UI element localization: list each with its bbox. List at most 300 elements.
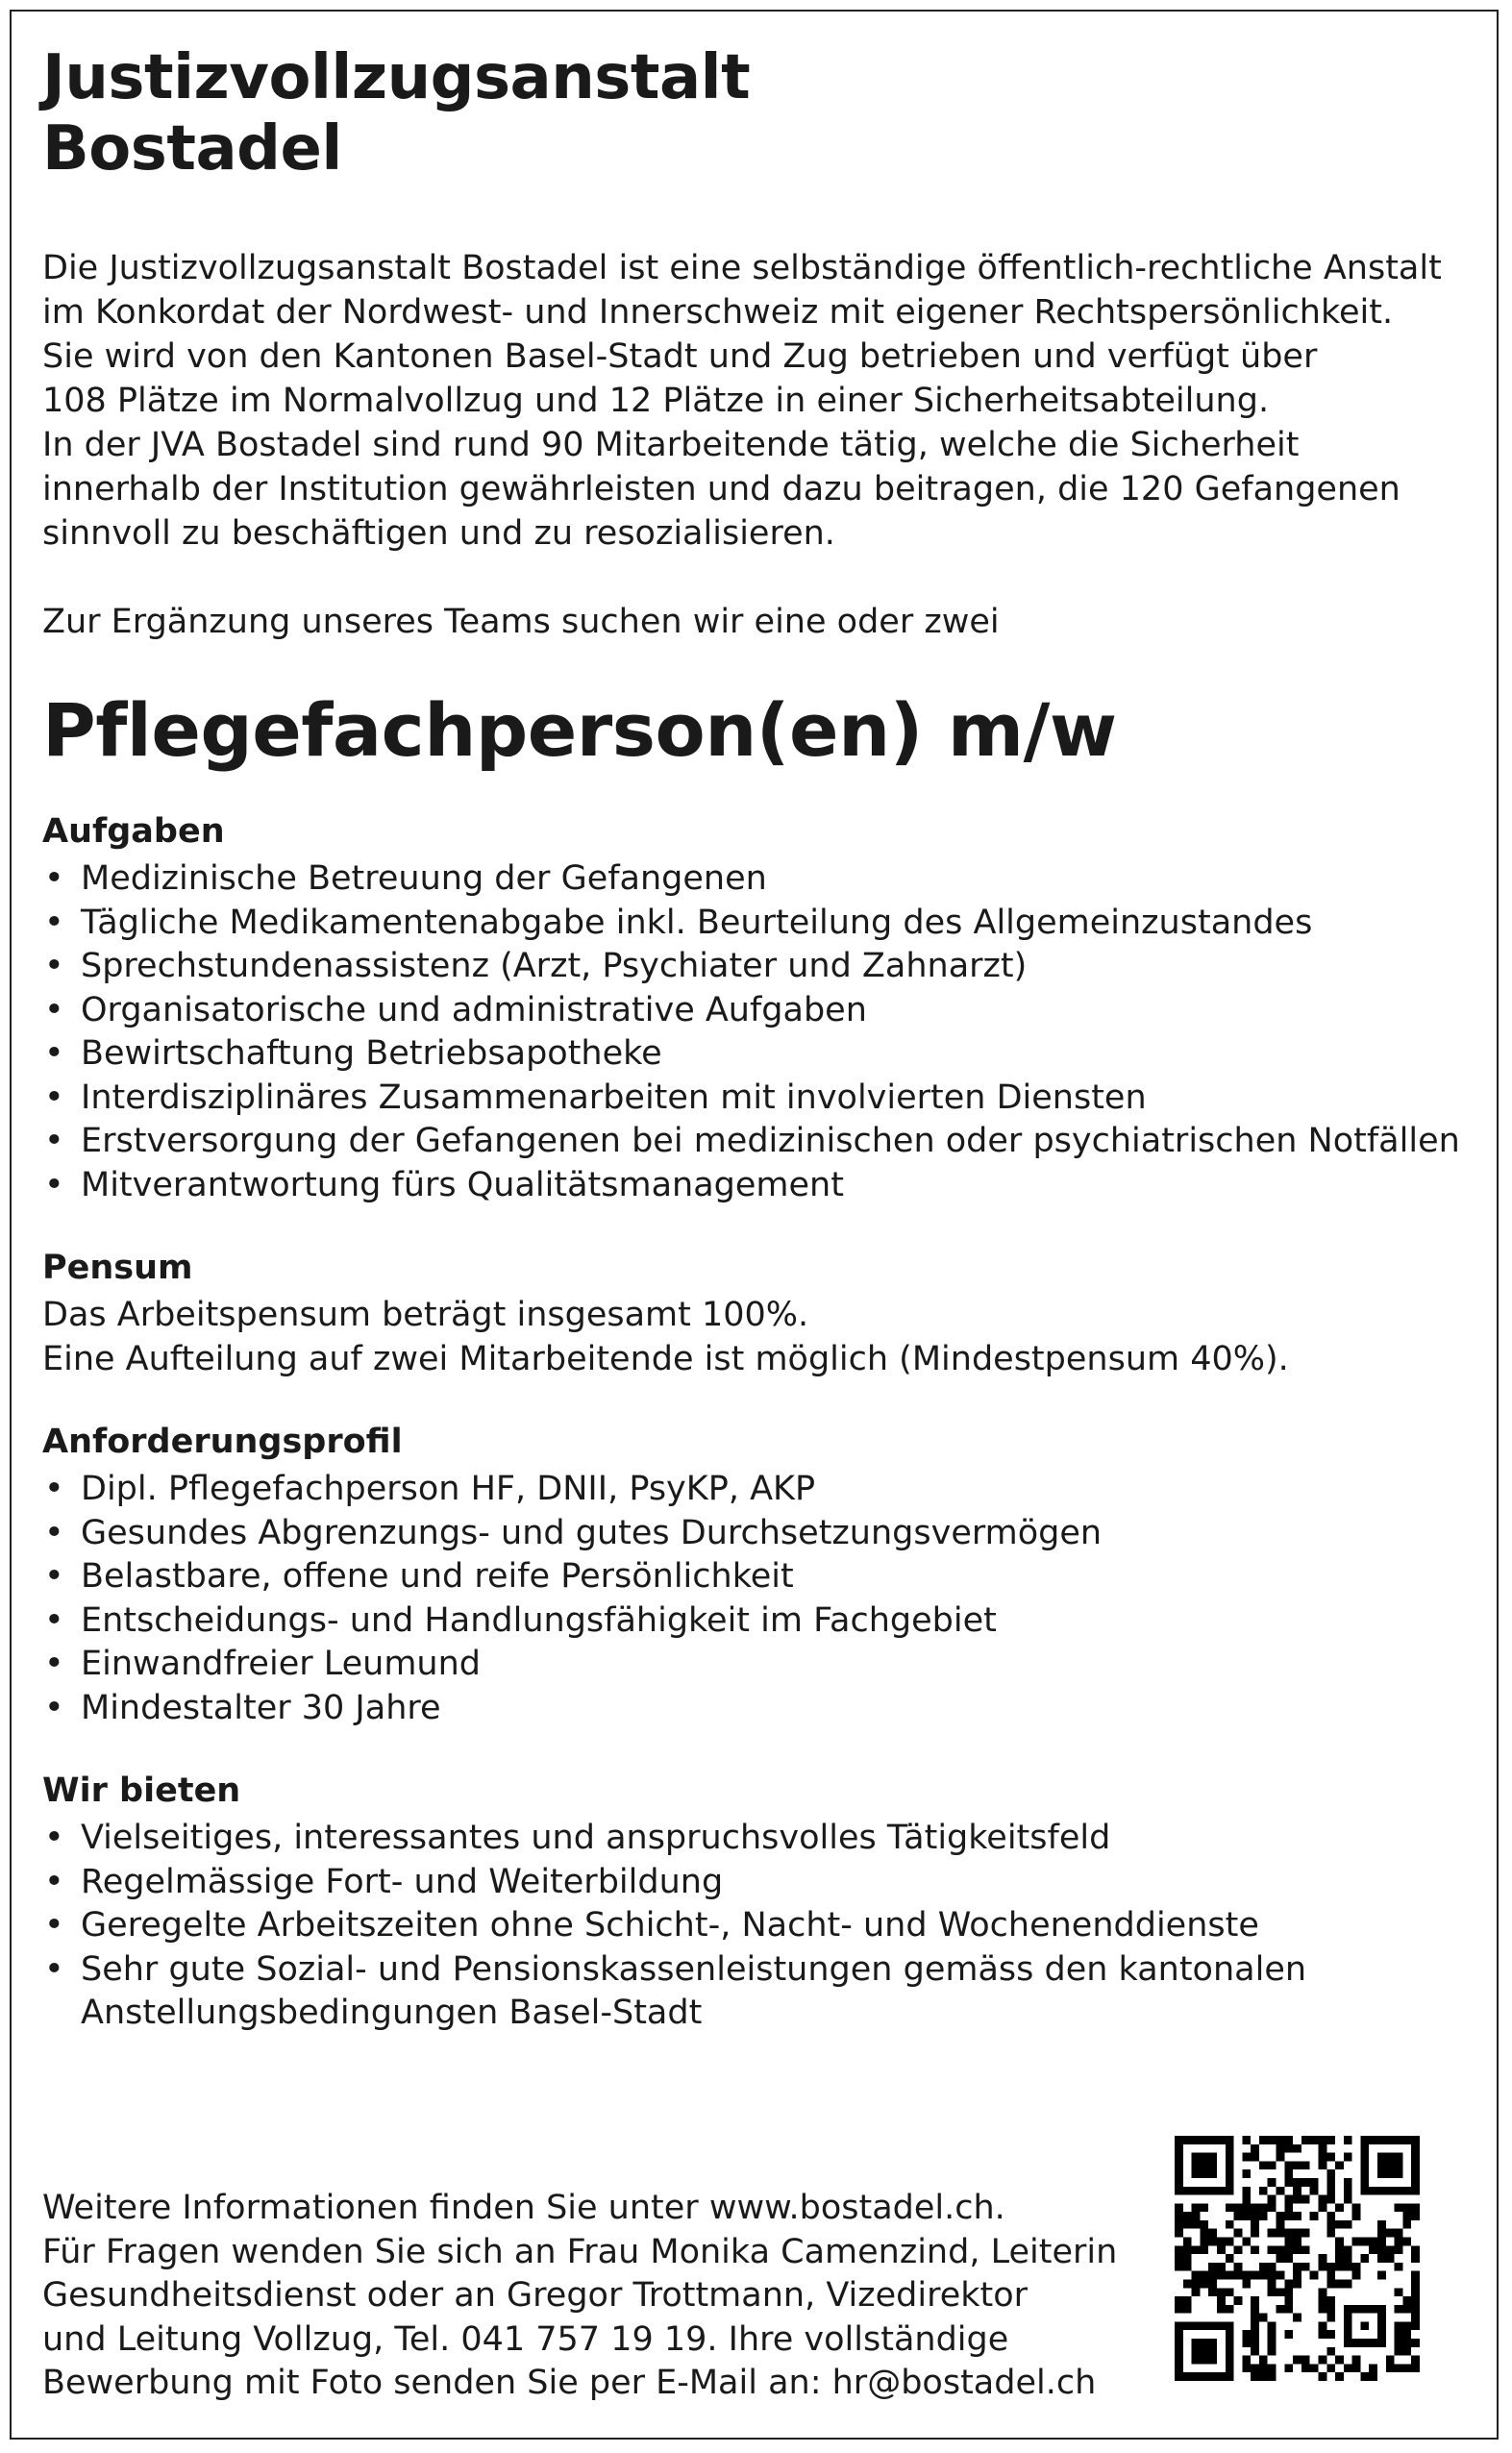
qr-module <box>1242 2195 1251 2204</box>
qr-module <box>1402 2339 1411 2347</box>
qr-module <box>1175 2229 1183 2238</box>
list-item: • Bewirtschaftung Betriebsapotheke <box>42 1032 1484 1077</box>
qr-module <box>1268 2364 1277 2372</box>
list-item: • Geregelte Arbeitszeiten ohne Schicht-, Nacht- und Wochenenddienste <box>42 1904 1484 1948</box>
qr-module <box>1344 2245 1352 2254</box>
qr-module <box>1293 2195 1301 2204</box>
qr-module <box>1268 2321 1277 2330</box>
qr-module <box>1251 2314 1259 2322</box>
intro-paragraph <box>42 246 1484 556</box>
qr-module <box>1318 2321 1326 2330</box>
qr-module <box>1318 2153 1326 2162</box>
qr-module <box>1318 2161 1326 2169</box>
qr-module <box>1352 2212 1361 2220</box>
qr-module <box>1335 2263 1344 2271</box>
qr-module <box>1369 2245 1377 2254</box>
qr-module <box>1352 2203 1361 2212</box>
qr-module <box>1175 2296 1183 2305</box>
qr-module <box>1277 2288 1285 2296</box>
qr-module <box>1310 2187 1319 2195</box>
intro-line: im Konkordat der Nordwest- und Innerschweiz mit eigener Rechtspersönlichkeit. <box>42 293 1394 332</box>
qr-module <box>1200 2279 1208 2288</box>
qr-module <box>1411 2279 1420 2288</box>
qr-module <box>1268 2271 1277 2280</box>
qr-module <box>1369 2372 1377 2381</box>
qr-module <box>1234 2245 1243 2254</box>
qr-module <box>1226 2305 1234 2314</box>
pensum-line: Das Arbeitspensum beträgt insgesamt 100%. <box>42 1296 809 1334</box>
qr-module <box>1251 2229 1259 2238</box>
qr-module <box>1277 2220 1285 2229</box>
qr-module <box>1175 2263 1183 2271</box>
qr-module <box>1217 2288 1226 2296</box>
qr-module <box>1335 2203 1344 2212</box>
qr-module <box>1242 2271 1251 2280</box>
qr-module <box>1242 2212 1251 2220</box>
qr-module <box>1377 2229 1386 2238</box>
qr-module <box>1268 2161 1277 2169</box>
qr-module <box>1277 2144 1285 2153</box>
qr-module <box>1318 2305 1326 2314</box>
qr-module <box>1242 2364 1251 2372</box>
qr-module <box>1242 2136 1251 2144</box>
qr-module <box>1344 2279 1352 2288</box>
qr-module <box>1293 2245 1301 2254</box>
qr-module <box>1251 2153 1259 2162</box>
qr-module <box>1369 2364 1377 2372</box>
pensum-paragraph <box>42 1294 1484 1381</box>
ad-content <box>42 42 1484 2036</box>
qr-module <box>1344 2263 1352 2271</box>
qr-module <box>1326 2364 1335 2372</box>
qr-module <box>1226 2238 1234 2246</box>
qr-module <box>1326 2305 1335 2314</box>
org-title-line: Justizvollzugsanstalt <box>42 42 751 113</box>
qr-module <box>1200 2229 1208 2238</box>
qr-module <box>1310 2178 1319 2187</box>
list-item: • Medizinische Betreuung der Gefangenen <box>42 857 1484 902</box>
qr-module <box>1192 2288 1201 2296</box>
qr-module <box>1284 2136 1293 2144</box>
qr-module <box>1268 2330 1277 2339</box>
qr-module <box>1217 2296 1226 2305</box>
qr-module <box>1251 2364 1259 2372</box>
qr-module <box>1200 2245 1208 2254</box>
qr-module <box>1293 2263 1301 2271</box>
qr-module <box>1360 2238 1369 2246</box>
qr-module <box>1369 2238 1377 2246</box>
qr-module <box>1318 2254 1326 2263</box>
qr-module <box>1293 2356 1301 2365</box>
qr-module <box>1301 2263 1310 2271</box>
qr-module <box>1217 2238 1226 2246</box>
angebot-list <box>42 1817 1484 2036</box>
qr-module <box>1259 2271 1268 2280</box>
qr-module <box>1301 2161 1310 2169</box>
list-item: • Regelmässige Fort- und Weiterbildung <box>42 1861 1484 1905</box>
qr-module <box>1175 2305 1183 2314</box>
qr-module <box>1326 2330 1335 2339</box>
qr-module <box>1402 2364 1411 2372</box>
qr-module <box>1208 2238 1217 2246</box>
qr-module <box>1284 2144 1293 2153</box>
qr-module <box>1377 2220 1386 2229</box>
qr-module <box>1360 2254 1369 2263</box>
qr-module <box>1318 2136 1326 2144</box>
intro-line: sinnvoll zu beschäftigen und zu resozialisieren. <box>42 514 835 553</box>
qr-module <box>1318 2296 1326 2305</box>
qr-module <box>1268 2279 1277 2288</box>
qr-module <box>1284 2161 1293 2169</box>
qr-module <box>1251 2372 1259 2381</box>
section-heading-anforderungen: Anforderungsprofil <box>42 1423 403 1461</box>
list-item: • Gesundes Abgrenzungs- und gutes Durchsetzungsvermögen <box>42 1512 1484 1556</box>
qr-module <box>1411 2356 1420 2365</box>
qr-module <box>1395 2263 1403 2271</box>
qr-module <box>1192 2212 1201 2220</box>
qr-module <box>1293 2314 1301 2322</box>
list-item: • Vielseitiges, interessantes und anspruchsvolles Tätigkeitsfeld <box>42 1817 1484 1861</box>
qr-module <box>1268 2288 1277 2296</box>
qr-module <box>1335 2161 1344 2169</box>
qr-module <box>1259 2136 1268 2144</box>
qr-module <box>1411 2271 1420 2280</box>
qr-module <box>1251 2347 1259 2356</box>
qr-module <box>1251 2271 1259 2280</box>
qr-module <box>1284 2254 1293 2263</box>
qr-module <box>1284 2330 1293 2339</box>
qr-module <box>1242 2153 1251 2162</box>
qr-module <box>1386 2356 1395 2365</box>
qr-module <box>1259 2364 1268 2372</box>
qr-module <box>1335 2279 1344 2288</box>
list-item: • Entscheidungs- und Handlungsfähigkeit im Fachgebiet <box>42 1599 1484 1644</box>
anforderungen-list <box>42 1468 1484 1730</box>
qr-module <box>1175 2220 1183 2229</box>
qr-module <box>1402 2305 1411 2314</box>
qr-module <box>1183 2279 1192 2288</box>
qr-module <box>1395 2203 1403 2212</box>
qr-module <box>1183 2305 1192 2314</box>
contact-line: und Leitung Vollzug, Tel. 041 757 19 19. Ihre vollständige <box>42 2319 1009 2359</box>
list-item: • Mindestalter 30 Jahre <box>42 1687 1484 1731</box>
qr-module <box>1226 2220 1234 2229</box>
qr-module <box>1402 2220 1411 2229</box>
qr-module <box>1200 2203 1208 2212</box>
qr-module <box>1175 2212 1183 2220</box>
qr-module <box>1251 2305 1259 2314</box>
qr-module <box>1344 2136 1352 2144</box>
qr-module <box>1242 2279 1251 2288</box>
qr-module <box>1411 2305 1420 2314</box>
qr-module <box>1242 2339 1251 2347</box>
qr-module <box>1234 2263 1243 2271</box>
qr-module <box>1192 2279 1201 2288</box>
qr-module <box>1259 2187 1268 2195</box>
qr-module <box>1411 2203 1420 2212</box>
qr-module <box>1402 2212 1411 2220</box>
qr-module <box>1326 2296 1335 2305</box>
qr-module <box>1386 2364 1395 2372</box>
qr-module <box>1175 2254 1183 2263</box>
qr-module <box>1411 2212 1420 2220</box>
qr-module <box>1344 2254 1352 2263</box>
section-heading-angebot: Wir bieten <box>42 1772 241 1810</box>
qr-module <box>1175 2245 1183 2254</box>
contact-line: Für Fragen wenden Sie sich an Frau Monika Camenzind, Leiterin <box>42 2232 1118 2271</box>
qr-module <box>1318 2144 1326 2153</box>
list-item: • Organisatorische und administrative Aufgaben <box>42 989 1484 1033</box>
contact-line: Gesundheitsdienst oder an Gregor Trottmann, Vizedirektor <box>42 2276 1029 2315</box>
qr-module <box>1183 2263 1192 2271</box>
qr-module <box>1259 2263 1268 2271</box>
qr-module <box>1402 2238 1411 2246</box>
list-item: • Einwandfreier Leumund <box>42 1643 1484 1687</box>
qr-module <box>1301 2364 1310 2372</box>
qr-module <box>1411 2321 1420 2330</box>
qr-module <box>1284 2195 1293 2204</box>
qr-module <box>1318 2288 1326 2296</box>
qr-module <box>1318 2356 1326 2365</box>
qr-module <box>1208 2271 1217 2280</box>
qr-module <box>1335 2254 1344 2263</box>
qr-module <box>1326 2212 1335 2220</box>
qr-module <box>1226 2271 1234 2280</box>
qr-module <box>1268 2136 1277 2144</box>
qr-module <box>1234 2203 1243 2212</box>
qr-module <box>1402 2330 1411 2339</box>
qr-module <box>1310 2212 1319 2220</box>
list-item: • Interdisziplinäres Zusammenarbeiten mit involvierten Diensten <box>42 1077 1484 1121</box>
qr-module <box>1293 2212 1301 2220</box>
lead-sentence: Zur Ergänzung unseres Teams suchen wir eine oder zwei <box>42 603 1000 641</box>
qr-module <box>1344 2220 1352 2229</box>
qr-module <box>1277 2254 1285 2263</box>
qr-module <box>1335 2238 1344 2246</box>
qr-module <box>1242 2330 1251 2339</box>
qr-module <box>1251 2321 1259 2330</box>
qr-module <box>1277 2153 1285 2162</box>
qr-module <box>1326 2279 1335 2288</box>
qr-module <box>1242 2187 1251 2195</box>
qr-module <box>1268 2339 1277 2347</box>
qr-module <box>1284 2305 1293 2314</box>
qr-module <box>1192 2245 1201 2254</box>
qr-module <box>1234 2296 1243 2305</box>
qr-module <box>1284 2296 1293 2305</box>
intro-line: In der JVA Bostadel sind rund 90 Mitarbeitende tätig, welche die Sicherheit <box>42 426 1300 464</box>
qr-module <box>1268 2178 1277 2187</box>
qr-module <box>1395 2238 1403 2246</box>
qr-module <box>1411 2245 1420 2254</box>
qr-module <box>1268 2229 1277 2238</box>
qr-module <box>1251 2203 1259 2212</box>
qr-module <box>1326 2263 1335 2271</box>
qr-module <box>1352 2263 1361 2271</box>
qr-module <box>1318 2330 1326 2339</box>
contact-line[interactable]: Weitere Informationen finden Sie unter www.bostadel.ch. <box>42 2189 1005 2227</box>
qr-module <box>1386 2254 1395 2263</box>
qr-module <box>1175 2203 1183 2212</box>
qr-module <box>1386 2245 1395 2254</box>
qr-module <box>1183 2212 1192 2220</box>
qr-module <box>1344 2187 1352 2195</box>
qr-module <box>1268 2203 1277 2212</box>
qr-module <box>1234 2212 1243 2220</box>
qr-module <box>1326 2136 1335 2144</box>
qr-module <box>1234 2271 1243 2280</box>
qr-module <box>1259 2161 1268 2169</box>
qr-module <box>1395 2245 1403 2254</box>
qr-module <box>1301 2245 1310 2254</box>
qr-module <box>1352 2238 1361 2246</box>
qr-module <box>1318 2203 1326 2212</box>
qr-module <box>1318 2372 1326 2381</box>
qr-module <box>1344 2364 1352 2372</box>
qr-module <box>1335 2220 1344 2229</box>
qr-module <box>1268 2263 1277 2271</box>
list-item: • Erstversorgung der Gefangenen bei medizinischen oder psychiatrischen Notfällen <box>42 1120 1484 1164</box>
qr-module <box>1360 2372 1369 2381</box>
qr-module <box>1183 2238 1192 2246</box>
qr-module <box>1251 2245 1259 2254</box>
qr-module <box>1226 2203 1234 2212</box>
pensum-line: Eine Aufteilung auf zwei Mitarbeitende ist möglich (Mindestpensum 40%). <box>42 1339 1289 1378</box>
qr-module <box>1277 2229 1285 2238</box>
qr-module <box>1200 2271 1208 2280</box>
qr-module <box>1208 2263 1217 2271</box>
qr-module <box>1277 2271 1285 2280</box>
qr-module <box>1284 2169 1293 2178</box>
intro-line: 108 Plätze im Normalvollzug und 12 Plätze in einer Sicherheitsabteilung. <box>42 382 1270 420</box>
advertisement-frame <box>10 10 1499 2440</box>
qr-module <box>1301 2195 1310 2204</box>
qr-module <box>1200 2220 1208 2229</box>
qr-module <box>1217 2271 1226 2280</box>
qr-module <box>1377 2271 1386 2280</box>
qr-module <box>1284 2245 1293 2254</box>
qr-module <box>1402 2203 1411 2212</box>
qr-module <box>1377 2245 1386 2254</box>
qr-module <box>1192 2220 1201 2229</box>
qr-module <box>1301 2178 1310 2187</box>
qr-module <box>1251 2212 1259 2220</box>
qr-module <box>1326 2347 1335 2356</box>
qr-module <box>1293 2161 1301 2169</box>
qr-module <box>1293 2178 1301 2187</box>
qr-module <box>1326 2178 1335 2187</box>
list-item: • Dipl. Pflegefachperson HF, DNII, PsyKP, AKP <box>42 1468 1484 1512</box>
qr-module <box>1326 2153 1335 2162</box>
qr-module <box>1326 2220 1335 2229</box>
qr-module <box>1293 2279 1301 2288</box>
qr-module <box>1277 2212 1285 2220</box>
qr-module <box>1344 2178 1352 2187</box>
qr-module <box>1293 2144 1301 2153</box>
list-item: • Sprechstundenassistenz (Arzt, Psychiater und Zahnarzt) <box>42 945 1484 989</box>
qr-module <box>1234 2229 1243 2238</box>
qr-module <box>1217 2263 1226 2271</box>
qr-module <box>1377 2254 1386 2263</box>
qr-module <box>1242 2356 1251 2365</box>
qr-module <box>1402 2321 1411 2330</box>
qr-module <box>1284 2364 1293 2372</box>
qr-module <box>1395 2347 1403 2356</box>
job-title: Pflegefachperson(en) m/w <box>42 687 1117 773</box>
qr-module <box>1284 2178 1293 2187</box>
qr-module <box>1293 2187 1301 2195</box>
qr-module <box>1386 2229 1395 2238</box>
organization-title <box>42 42 1484 185</box>
section-heading-pensum: Pensum <box>42 1249 193 1287</box>
qr-code-icon[interactable] <box>1175 2136 1420 2381</box>
qr-module <box>1395 2288 1403 2296</box>
qr-module <box>1284 2212 1293 2220</box>
contact-paragraph <box>42 2187 1177 2406</box>
qr-module <box>1395 2339 1403 2347</box>
qr-module <box>1268 2245 1277 2254</box>
qr-module <box>1259 2314 1268 2322</box>
qr-module <box>1344 2153 1352 2162</box>
qr-module <box>1251 2339 1259 2347</box>
qr-module <box>1326 2271 1335 2280</box>
qr-module <box>1284 2288 1293 2296</box>
qr-module <box>1259 2212 1268 2220</box>
qr-module <box>1268 2195 1277 2204</box>
intro-line: Die Justizvollzugsanstalt Bostadel ist eine selbständige öffentlich-rechtliche Anstalt <box>42 249 1442 287</box>
qr-module <box>1226 2288 1234 2296</box>
contact-line[interactable]: Bewerbung mit Foto senden Sie per E-Mail an: hr@bostadel.ch <box>42 2364 1097 2402</box>
section-heading-aufgaben: Aufgaben <box>42 812 225 851</box>
qr-module <box>1226 2254 1234 2263</box>
qr-module <box>1411 2296 1420 2305</box>
qr-module <box>1395 2229 1403 2238</box>
qr-module <box>1192 2271 1201 2280</box>
qr-module <box>1208 2279 1217 2288</box>
qr-module <box>1344 2195 1352 2204</box>
qr-module <box>1183 2254 1192 2263</box>
qr-module <box>1335 2356 1344 2365</box>
qr-module <box>1301 2356 1310 2365</box>
qr-module <box>1268 2347 1277 2356</box>
qr-module <box>1284 2229 1293 2238</box>
qr-module <box>1277 2245 1285 2254</box>
qr-module <box>1326 2314 1335 2322</box>
qr-module <box>1402 2296 1411 2305</box>
qr-module <box>1326 2195 1335 2204</box>
qr-module <box>1326 2187 1335 2195</box>
qr-module <box>1251 2296 1259 2305</box>
qr-module <box>1326 2169 1335 2178</box>
qr-module <box>1402 2347 1411 2356</box>
intro-line: innerhalb der Institution gewährleisten und dazu beitragen, die 120 Gefangenen <box>42 470 1400 508</box>
qr-module <box>1251 2144 1259 2153</box>
qr-module <box>1284 2238 1293 2246</box>
intro-line: Sie wird von den Kantonen Basel-Stadt und Zug betrieben und verfügt über <box>42 337 1318 376</box>
qr-module <box>1395 2364 1403 2372</box>
qr-module <box>1318 2195 1326 2204</box>
qr-module <box>1259 2203 1268 2212</box>
list-item: • Sehr gute Sozial- und Pensionskassenleistungen gemäss den kantonalen Anstellungsbedingungen Basel-Stadt <box>42 1948 1484 2036</box>
qr-module <box>1310 2364 1319 2372</box>
qr-module <box>1395 2305 1403 2314</box>
aufgaben-list <box>42 857 1484 1207</box>
qr-module <box>1268 2372 1277 2381</box>
qr-module <box>1200 2238 1208 2246</box>
qr-module <box>1335 2245 1344 2254</box>
qr-module <box>1395 2330 1403 2339</box>
qr-module <box>1183 2296 1192 2305</box>
